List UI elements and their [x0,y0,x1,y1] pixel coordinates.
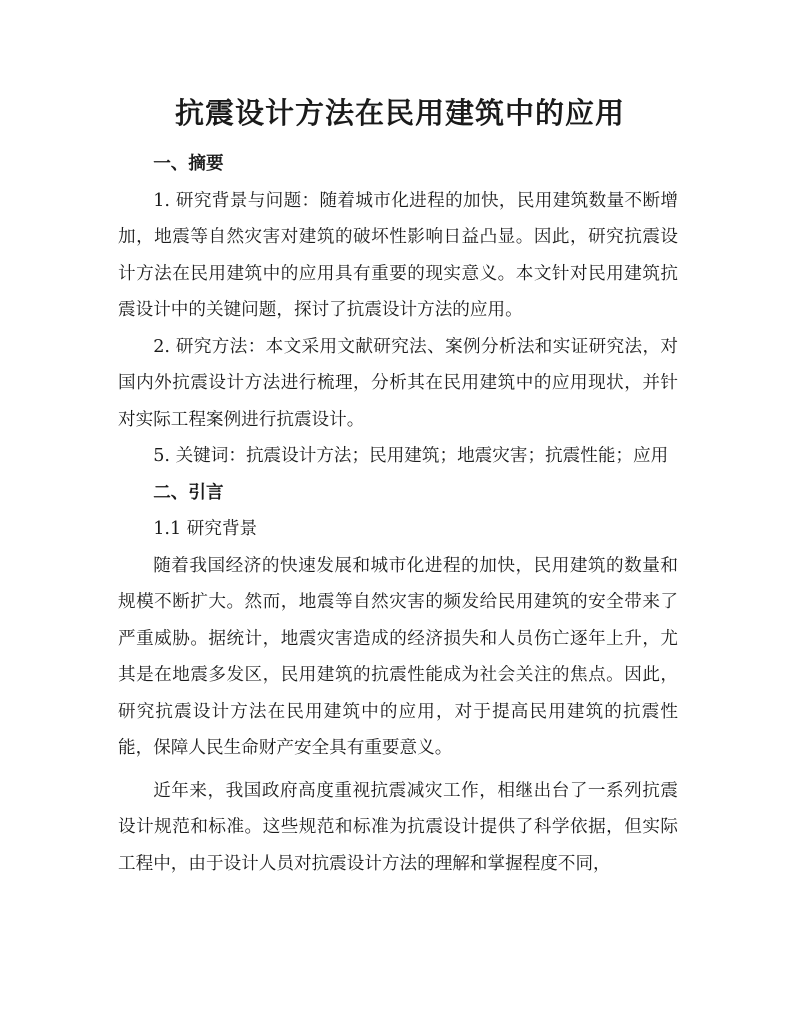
abstract-item-background: 1. 研究背景与问题：随着城市化进程的加快，民用建筑数量不断增加，地震等自然灾害对建筑的破坏性影响日益凸显。因此，研究抗震设计方法在民用建筑中的应用具有重要的现实意义。本文针对民用建筑抗震设计中的关键问题，探讨了抗震设计方法的应用。 [118,190,678,320]
abstract-item-methods: 2. 研究方法：本文采用文献研究法、案例分析法和实证研究法，对国内外抗震设计方法进行梳理，分析其在民用建筑中的应用现状，并针对实际工程案例进行抗震设计。 [118,336,678,430]
abstract-item-keywords: 5. 关键词：抗震设计方法；民用建筑；地震灾害；抗震性能；应用 [153,446,669,466]
section-heading-introduction: 二、引言 [153,482,224,503]
section-heading-abstract: 一、摘要 [153,154,224,174]
intro-paragraph: 随着我国经济的快速发展和城市化进程的加快，民用建筑的数量和规模不断扩大。然而，地震等自然灾害的频发给民用建筑的安全带来了严重威胁。据统计，地震灾害造成的经济损失和人员伤亡逐年上升，尤其是在地震多发区，民用建筑的抗震性能成为社会关注的焦点。因此，研究抗震设计方法在民用建筑中的应用，对于提高民用建筑的抗震性能，保障人民生命财产安全具有重要意义。 [118,555,678,758]
intro-paragraph: 近年来，我国政府高度重视抗震减灾工作，相继出台了一系列抗震设计规范和标准。这些规范和标准为抗震设计提供了科学依据，但实际工程中，由于设计人员对抗震设计方法的理解和掌握程度不同， [118,780,678,874]
document-body [118,146,678,882]
subsection-heading-background: 1.1 研究背景 [153,519,258,539]
document-title: 抗震设计方法在民用建筑中的应用 [174,96,625,130]
